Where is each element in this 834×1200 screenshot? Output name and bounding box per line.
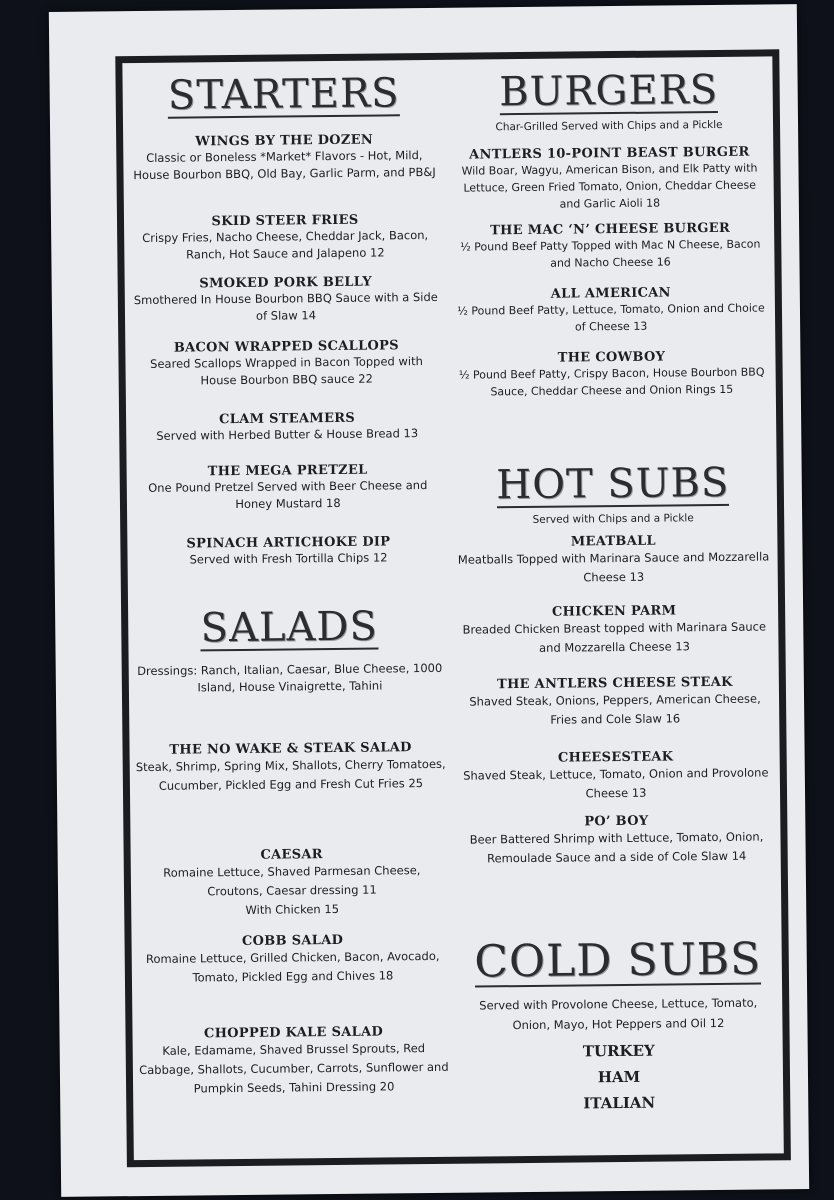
item-name: CHICKEN PARM [551, 603, 677, 620]
item-desc: ½ Pound Beef Patty, Crispy Bacon, House Bourbon BBQ Sauce, Cheddar Cheese and Onion Rings 15 [458, 365, 765, 399]
item-desc: Breaded Chicken Breast topped with Marinara Sauce and Mozzarella Cheese 13 [462, 619, 767, 655]
starter-item [125, 338, 447, 390]
starter-item [127, 534, 449, 569]
section-title-cold-subs: COLD SUBS [474, 933, 762, 988]
item-name: CHEESESTEAK [557, 749, 674, 766]
dressings-text: Dressings: Ranch, Italian, Caesar, Blue Cheese, 1000 Island, House Vinaigrette, Tahini [137, 660, 443, 695]
starter-item [123, 132, 445, 184]
item-name: CHOPPED KALE SALAD [203, 1024, 384, 1042]
item-desc: Classic or Boneless *Market* Flavors - Hot, Mild, House Bourbon BBQ, Old Bay, Garlic Parm, and PB&J [133, 148, 436, 183]
burger-item [446, 220, 774, 272]
hot-sub-item [452, 812, 781, 868]
hot-subs-section [449, 461, 778, 526]
hot-sub-item [449, 532, 778, 588]
section-title-starters: STARTERS [167, 70, 400, 119]
item-name: THE ANTLERS CHEESE STEAK [496, 674, 733, 693]
hot-sub-item [450, 602, 779, 658]
hot-subs-note: Served with Chips and a Pickle [532, 512, 694, 526]
item-desc: Shaved Steak, Lettuce, Tomato, Onion and Provolone Cheese 13 [463, 765, 769, 801]
section-title-burgers: BURGERS [498, 66, 719, 116]
burger-item [447, 348, 775, 400]
item-desc: Steak, Shrimp, Spring Mix, Shallots, Cherry Tomatoes, Cucumber, Pickled Egg and Fresh Cut Fries 25 [135, 756, 446, 793]
item-name: CAESAR [260, 847, 323, 863]
item-name: COBB SALAD [241, 932, 344, 949]
burger-item [447, 284, 775, 336]
item-name: THE MEGA PRETZEL [207, 462, 368, 480]
starters-section [122, 72, 444, 119]
item-desc: Wild Boar, Wagyu, American Bison, and Elk Patty with Lettuce, Green Fried Tomato, Onion, Cheddar Cheese and Garlic Aioli 18 [461, 161, 758, 211]
item-name: ANTLERS 10-POINT BEAST BURGER [469, 144, 750, 163]
item-name: BACON WRAPPED SCALLOPS [173, 338, 399, 356]
item-name: SKID STEER FRIES [211, 212, 359, 230]
item-name: ALL AMERICAN [550, 285, 671, 302]
menu-frame [115, 49, 791, 1167]
item-desc: Romaine Lettuce, Shaved Parmesan Cheese, Croutons, Caesar dressing 11 [163, 863, 421, 899]
item-name: PO’ BOY [584, 813, 649, 830]
item-name: THE NO WAKE & STEAK SALAD [169, 740, 412, 758]
item-desc: One Pound Pretzel Served with Beer Cheese and Honey Mustard 18 [148, 478, 428, 512]
item-desc: Romaine Lettuce, Grilled Chicken, Bacon, Avocado, Tomato, Pickled Egg and Chives 18 [145, 948, 440, 985]
item-name: MEATBALL [570, 533, 657, 550]
item-desc: ½ Pound Beef Patty Topped with Mac N Cheese, Bacon and Nacho Cheese 16 [460, 237, 761, 270]
salad-item [131, 932, 454, 988]
cold-sub-item: HAM [597, 1068, 641, 1087]
salad-dressings [129, 660, 451, 697]
cold-subs-section [454, 933, 784, 1114]
menu-paper [49, 4, 809, 1197]
item-name: WINGS BY THE DOZEN [195, 132, 374, 150]
section-title-salads: SALADS [200, 603, 379, 652]
item-desc: Beer Battered Shrimp with Lettuce, Tomato, Onion, Remoulade Sauce and a side of Cole Slaw 14 [469, 829, 764, 866]
left-column [122, 60, 449, 1096]
item-name: SPINACH ARTICHOKE DIP [186, 534, 391, 552]
item-desc: Smothered In House Bourbon BBQ Sauce with a Side of Slaw 14 [133, 289, 438, 323]
starter-item [126, 410, 448, 445]
salads-section [128, 605, 450, 652]
item-name: SMOKED PORK BELLY [199, 274, 373, 292]
hot-sub-item [451, 674, 780, 730]
burgers-section [444, 68, 773, 133]
item-desc: Meatballs Topped with Marinara Sauce and Mozzarella Cheese 13 [457, 549, 770, 585]
item-name: THE MAC ‘N’ CHEESE BURGER [490, 220, 731, 239]
cold-subs-note: Served with Provolone Cheese, Lettuce, Tomato, Onion, Mayo, Hot Peppers and Oil 12 [479, 995, 758, 1033]
starter-item [127, 462, 449, 514]
cold-sub-item: TURKEY [582, 1041, 655, 1061]
item-desc: Crispy Fries, Nacho Cheese, Cheddar Jack, Bacon, Ranch, Hot Sauce and Jalapeno 12 [142, 227, 429, 262]
right-column [444, 56, 772, 1113]
item-name: THE COWBOY [557, 349, 666, 366]
burger-item [445, 144, 774, 213]
item-desc: Served with Fresh Tortilla Chips 12 [189, 550, 388, 567]
section-title-hot-subs: HOT SUBS [496, 459, 730, 509]
item-name: CLAM STEAMERS [219, 410, 356, 428]
hot-sub-item [452, 748, 781, 804]
burgers-note: Char-Grilled Served with Chips and a Pickle [495, 118, 723, 134]
salad-item [132, 1024, 455, 1099]
item-desc: ½ Pound Beef Patty, Lettuce, Tomato, Onion and Choice of Cheese 13 [457, 301, 765, 334]
item-desc: Kale, Edamame, Shaved Brussel Sprouts, Red Cabbage, Shallots, Cucumber, Carrots, Sunflower and Pumpkin Seeds, Tahini Dressing 20 [139, 1041, 449, 1096]
salad-item [129, 740, 452, 796]
cold-sub-item: ITALIAN [583, 1093, 656, 1113]
item-desc: Served with Herbed Butter & House Bread 13 [156, 426, 419, 443]
starter-item [124, 212, 446, 264]
item-desc: Seared Scallops Wrapped in Bacon Topped with House Bourbon BBQ sauce 22 [150, 354, 423, 388]
salad-item [131, 846, 454, 921]
item-desc: Shaved Steak, Onions, Peppers, American Cheese, Fries and Cole Slaw 16 [469, 691, 761, 727]
item-extra: With Chicken 15 [245, 901, 340, 917]
starter-item [125, 274, 447, 326]
